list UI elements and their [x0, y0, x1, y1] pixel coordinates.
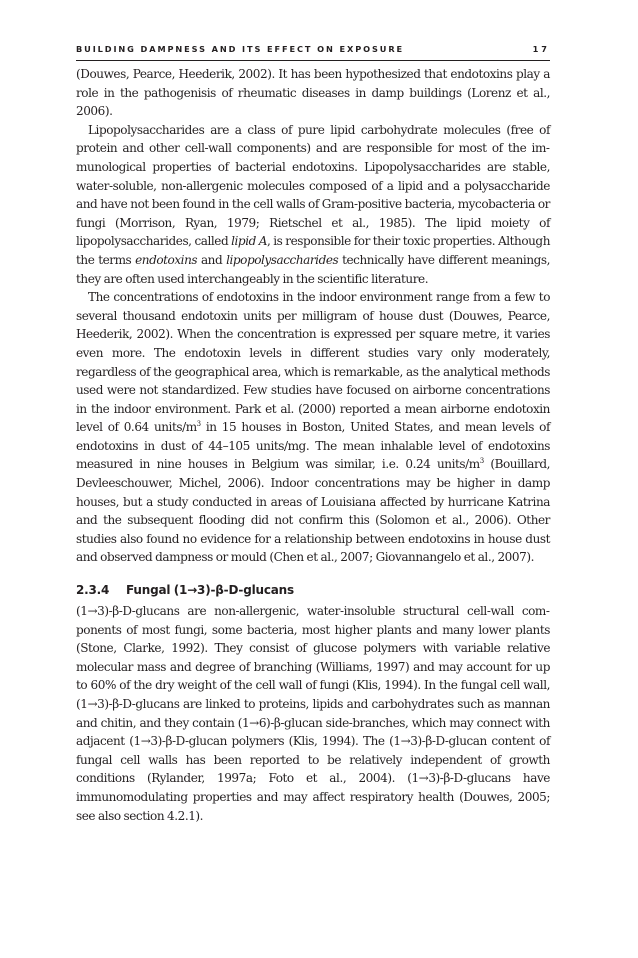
paragraph-3: [76, 288, 550, 567]
section-title: Fungal (1→3)-β-D-glucans: [126, 583, 294, 598]
term-lipopolysaccharides: lipopolysaccharides: [226, 252, 339, 267]
paragraph-3-part-c: (Bouillard, Devleeschouwer, Michel, 2006). Indoor concentrations may be higher in damp houses, but a study conducted in areas of Louisiana affected by hurricane Katrina and the subsequent flooding did not confirm this (Solomon et al., 2006). Other studies also found no evidence for a relationship between endotoxins in house dust and observed dampness or mould (Chen et al., 2007; Giovannangelo et al., 2007).: [76, 457, 550, 565]
paragraph-2-part-d: technically have different meanings, they are often used interchangeably in the scientific literature.: [76, 252, 550, 286]
paragraph-3-part-a: The concentrations of endotoxins in the indoor environment range from a few to several thousand endotoxin units per milligram of house dust (Douwes, Pearce, Heederik, 2002). When the concentration is expressed per square metre, it varies even more. The endotoxin levels in different studies vary only moderately, regardless of the geographical area, which is remarkable, as the analytical methods used were not standardized. Few studies have focused on airborne concentrations in the indoor environment. Park et al. (2000) reported a mean airborne endotoxin level of 0.64 units/m: [76, 290, 550, 435]
term-endotoxins: endotoxins: [135, 252, 198, 267]
paragraph-2-part-a: Lipopolysaccharides are a class of pure lipid carbohydrate molecules (free of protein and other cell-wall components) and are responsible for most of the immunological properties of bacterial endotoxins. Lipopolysaccharides are stable, water-soluble, non-allergenic molecules composed of a lipid and a polysaccharide and have not been found in the cell walls of Gram-positive bacteria, mycobacteria or fungi (Morrison, Ryan, 1979; Rietschel et al., 1985). The lipid moiety of lipopolysaccharides, called: [76, 122, 550, 249]
term-lipid-a: lipid A: [231, 234, 267, 249]
running-header: [76, 44, 550, 58]
running-title: BUILDING DAMPNESS AND ITS EFFECT ON EXPOSURE: [76, 44, 405, 54]
paragraph-1: (Douwes, Pearce, Heederik, 2002). It has been hypothesized that endotoxins play a role in the pathogenisis of rheumatic diseases in damp buildings (Lorenz et al., 2006).: [76, 67, 550, 119]
body-text: [76, 65, 550, 825]
paragraph-2-part-b: , is responsible for their toxic properties. Although the terms: [76, 234, 550, 267]
section-number: 2.3.4: [76, 583, 110, 598]
paragraph-2: [76, 121, 550, 288]
superscript-3: 3: [196, 420, 201, 429]
section-heading: [76, 581, 550, 599]
superscript-3: 3: [479, 457, 484, 466]
paragraph-4: (1→3)-β-D-glucans are non-allergenic, water-insoluble structural cell-wall components of most fungi, some bacteria, most higher plants and many lower plants (Stone, Clarke, 1992). They consist of glucose polymers with variable relative molecular mass and degree of branching (Williams, 1997) and may account for up to 60% of the dry weight of the cell wall of fungi (Klis, 1994). In the fungal cell wall, (1→3)-β-D-glucans are linked to proteins, lipids and carbohydrates such as mannan and chitin, and they contain (1→6)-β-glucan side-branches, which may connect with adjacent (1→3)-β-D-glucan polymers (Klis, 1994). The (1→3)-β-D-glucan content of fungal cell walls has been reported to be relatively independent of growth conditions (Rylander, 1997a; Foto et al., 2004). (1→3)-β-D-glucans have immunomodulating properties and may affect respiratory health (Douwes, 2005; see also section 4.2.1).: [76, 604, 550, 823]
paragraph-2-part-c: and: [197, 252, 227, 267]
paragraph-3-part-b: in 15 houses in Boston, United States, and mean levels of endotoxins in dust of 44–105 units/mg. The mean inhalable level of endotoxins measured in nine houses in Belgium was similar, i.e. 0.24 units/m: [76, 420, 550, 472]
header-rule: [76, 60, 550, 61]
page-number: 17: [532, 44, 550, 54]
